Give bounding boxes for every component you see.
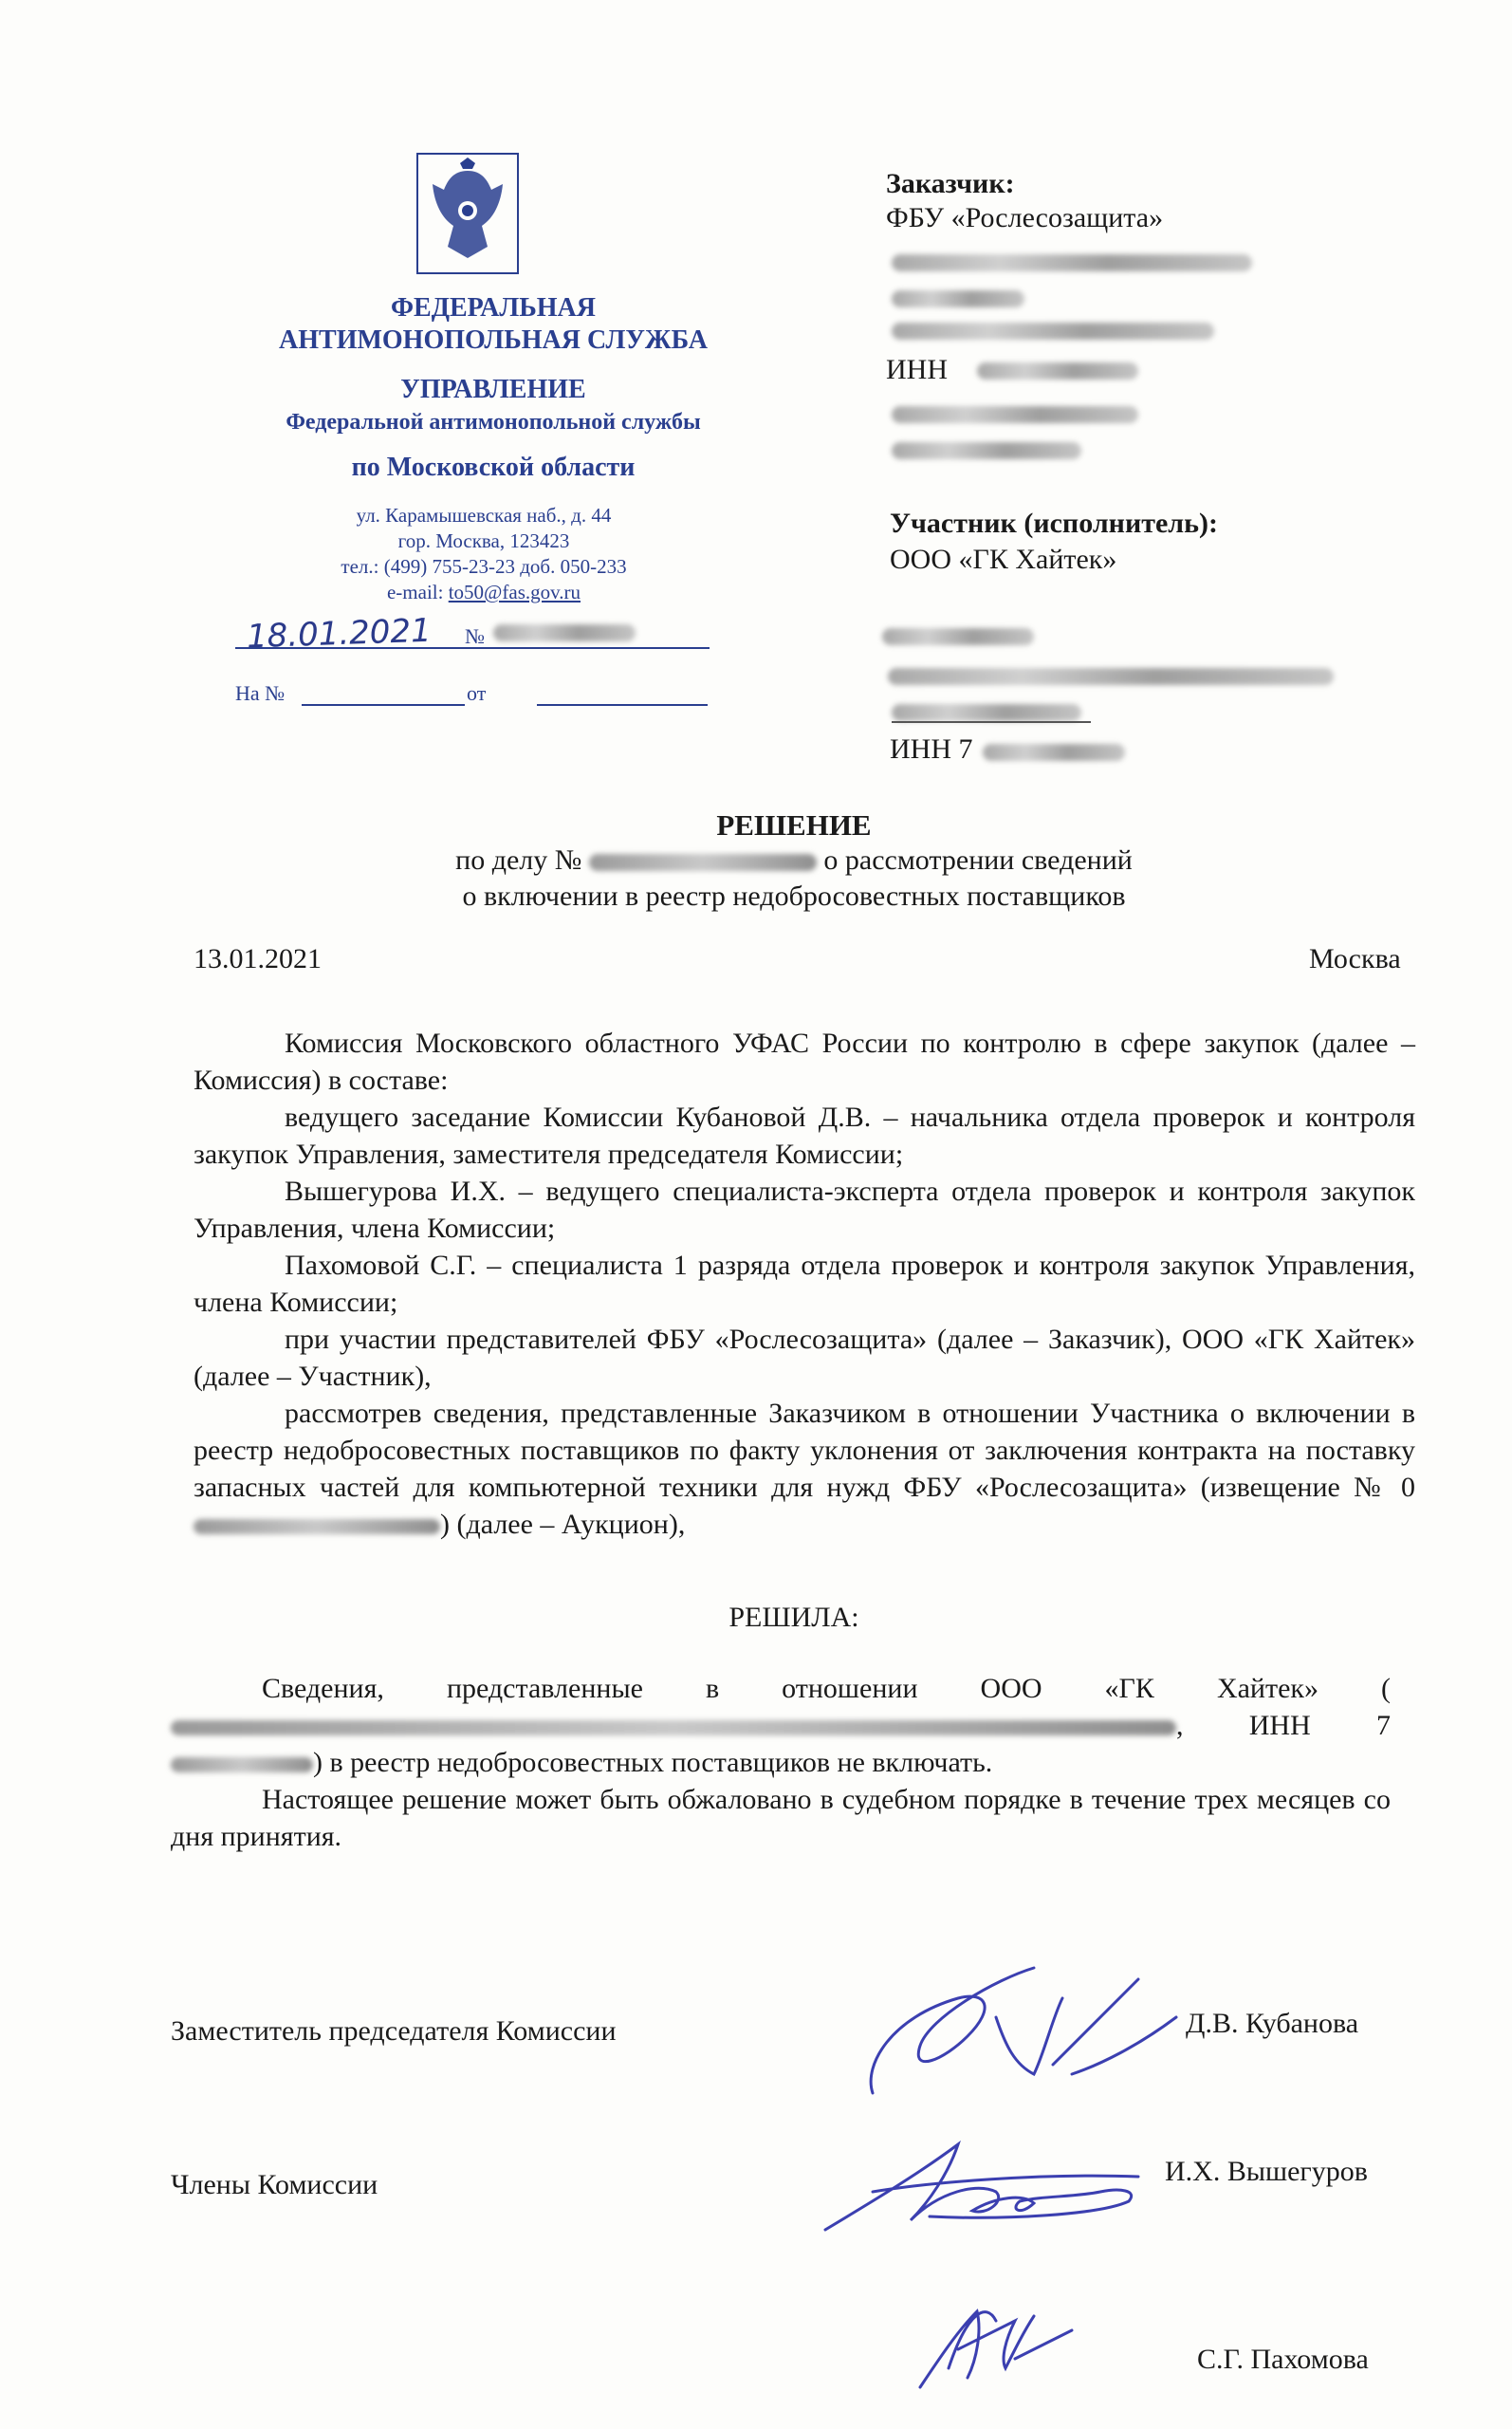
redacted-customer-address-3 (892, 323, 1214, 340)
body-paragraph-4: Пахомовой С.Г. – специалиста 1 разряда отдела проверок и контроля закупок Управления, члена Комиссии; (194, 1250, 1415, 1318)
redacted-participant-address-3 (892, 704, 1081, 721)
body-paragraph-5: при участии представителей ФБУ «Рослесозащита» (далее – Заказчик), ООО «ГК Хайтек» (далее – Участник), (194, 1324, 1415, 1392)
coat-of-arms-emblem (415, 152, 520, 275)
resolution-paragraph-2: Настоящее решение может быть обжаловано в судебном порядке в течение трех месяцев со дня принятия. (171, 1784, 1391, 1852)
deputy-chair-name: Д.В. Кубанова (1186, 2008, 1359, 2039)
redacted-customer-contact-2 (892, 442, 1081, 459)
redacted-customer-contact-1 (892, 406, 1138, 423)
decision-date: 13.01.2021 (194, 943, 322, 974)
redacted-participant-inn (983, 744, 1125, 761)
body-paragraph-6 (194, 1395, 1415, 1543)
resolution-text-1: Сведения, представленные в отношении ООО «ГК Хайтек» ( (262, 1673, 1391, 1704)
redacted-case-number (589, 854, 817, 871)
agency-email: to50@fas.gov.ru (448, 581, 581, 603)
redacted-participant-inn-2 (171, 1757, 313, 1772)
agency-city: гор. Москва, 123423 (397, 529, 570, 552)
case-prefix: по делу № (455, 844, 582, 876)
redacted-outgoing-number (493, 624, 636, 641)
redacted-customer-address-2 (892, 290, 1024, 307)
decided-heading: РЕШИЛА: (728, 1602, 859, 1633)
agency-name-line2: АНТИМОНОПОЛЬНАЯ СЛУЖБА (279, 325, 708, 355)
outgoing-number-label: № (465, 624, 485, 648)
resolution-inn-label: , ИНН 7 (1176, 1710, 1391, 1741)
outgoing-underline (235, 647, 710, 649)
agency-dept-full: Федеральной антимонопольной службы (286, 410, 701, 435)
agency-dept-line: УПРАВЛЕНИЕ (400, 375, 586, 404)
deputy-chair-role: Заместитель председателя Комиссии (171, 2015, 617, 2047)
redacted-participant-address-1 (882, 628, 1034, 645)
participant-name: ООО «ГК Хайтек» (890, 544, 1117, 575)
body-paragraph-1: Комиссия Московского областного УФАС России по контролю в сфере закупок (далее – Комиссия) в составе: (194, 1028, 1415, 1096)
signature-vyshegurov (816, 2135, 1157, 2239)
agency-name-line1: ФЕДЕРАЛЬНАЯ (390, 293, 596, 323)
incoming-number-label: На № (235, 681, 286, 705)
commission-composition (194, 1025, 1415, 1543)
incoming-date-blank (537, 704, 708, 706)
body-paragraph-2: ведущего заседание Комиссии Кубановой Д.В. – начальника отдела проверок и контроля закупок Управления, заместителя председателя Комиссии; (194, 1102, 1415, 1170)
decision-case-line (38, 844, 1512, 877)
redacted-customer-inn (977, 362, 1138, 380)
body-paragraph-6-text: рассмотрев сведения, представленные Заказчиком в отношении Участника о включении в реестр недобросовестных поставщиков по факту уклонения от заключения контракта на поставку запасных частей для компьютерной техники для нужд ФБУ «Рослесозащита» (извещение № 0 (194, 1398, 1415, 1503)
decision-title: РЕШЕНИЕ (716, 808, 872, 842)
participant-inn-label: ИНН 7 (890, 733, 973, 765)
email-label: e-mail: (386, 581, 449, 603)
incoming-number-line (235, 676, 710, 708)
resolution-text-2: ) в реестр недобросовестных поставщиков не включать. (313, 1747, 993, 1778)
participant-inn-underline (892, 721, 1091, 723)
member1-name: И.Х. Вышегуров (1165, 2156, 1368, 2187)
agency-region: по Московской области (351, 453, 636, 482)
body-paragraph-6-end: ) (далее – Аукцион), (440, 1509, 686, 1540)
customer-inn-label: ИНН (886, 354, 948, 385)
resolution-block (171, 1670, 1391, 1855)
body-paragraph-3: Вышегурова И.Х. – ведущего специалиста-эксперта отдела проверок и контроля закупок Управления, члена Комиссии; (194, 1176, 1415, 1244)
decision-subtitle: о включении в реестр недобросовестных поставщиков (462, 881, 1126, 912)
participant-heading: Участник (исполнитель): (890, 508, 1218, 539)
redacted-notice-number (194, 1519, 440, 1534)
redacted-participant-address-2 (888, 668, 1334, 685)
agency-phone: тел.: (499) 755-23-23 доб. 050-233 (341, 555, 627, 578)
signature-pakhomova (911, 2292, 1081, 2397)
members-role: Члены Комиссии (171, 2169, 378, 2200)
member2-name: С.Г. Пахомова (1197, 2344, 1369, 2375)
agency-address: ул. Карамышевская наб., д. 44 (356, 504, 612, 527)
redacted-participant-details (171, 1720, 1176, 1735)
outgoing-number-line (235, 611, 710, 662)
case-suffix: о рассмотрении сведений (823, 844, 1133, 876)
outgoing-date-handwritten: 18.01.2021 (246, 611, 433, 657)
redacted-customer-address-1 (892, 254, 1252, 271)
incoming-from-label: от (467, 681, 487, 705)
resolution-paragraph-1 (171, 1670, 1391, 1781)
incoming-number-blank (302, 704, 465, 706)
signature-kubanova (854, 1960, 1195, 2122)
customer-name: ФБУ «Рослесозащита» (886, 202, 1164, 233)
agency-email-line (218, 580, 749, 604)
decision-city: Москва (1309, 943, 1401, 974)
customer-heading: Заказчик: (886, 168, 1015, 199)
